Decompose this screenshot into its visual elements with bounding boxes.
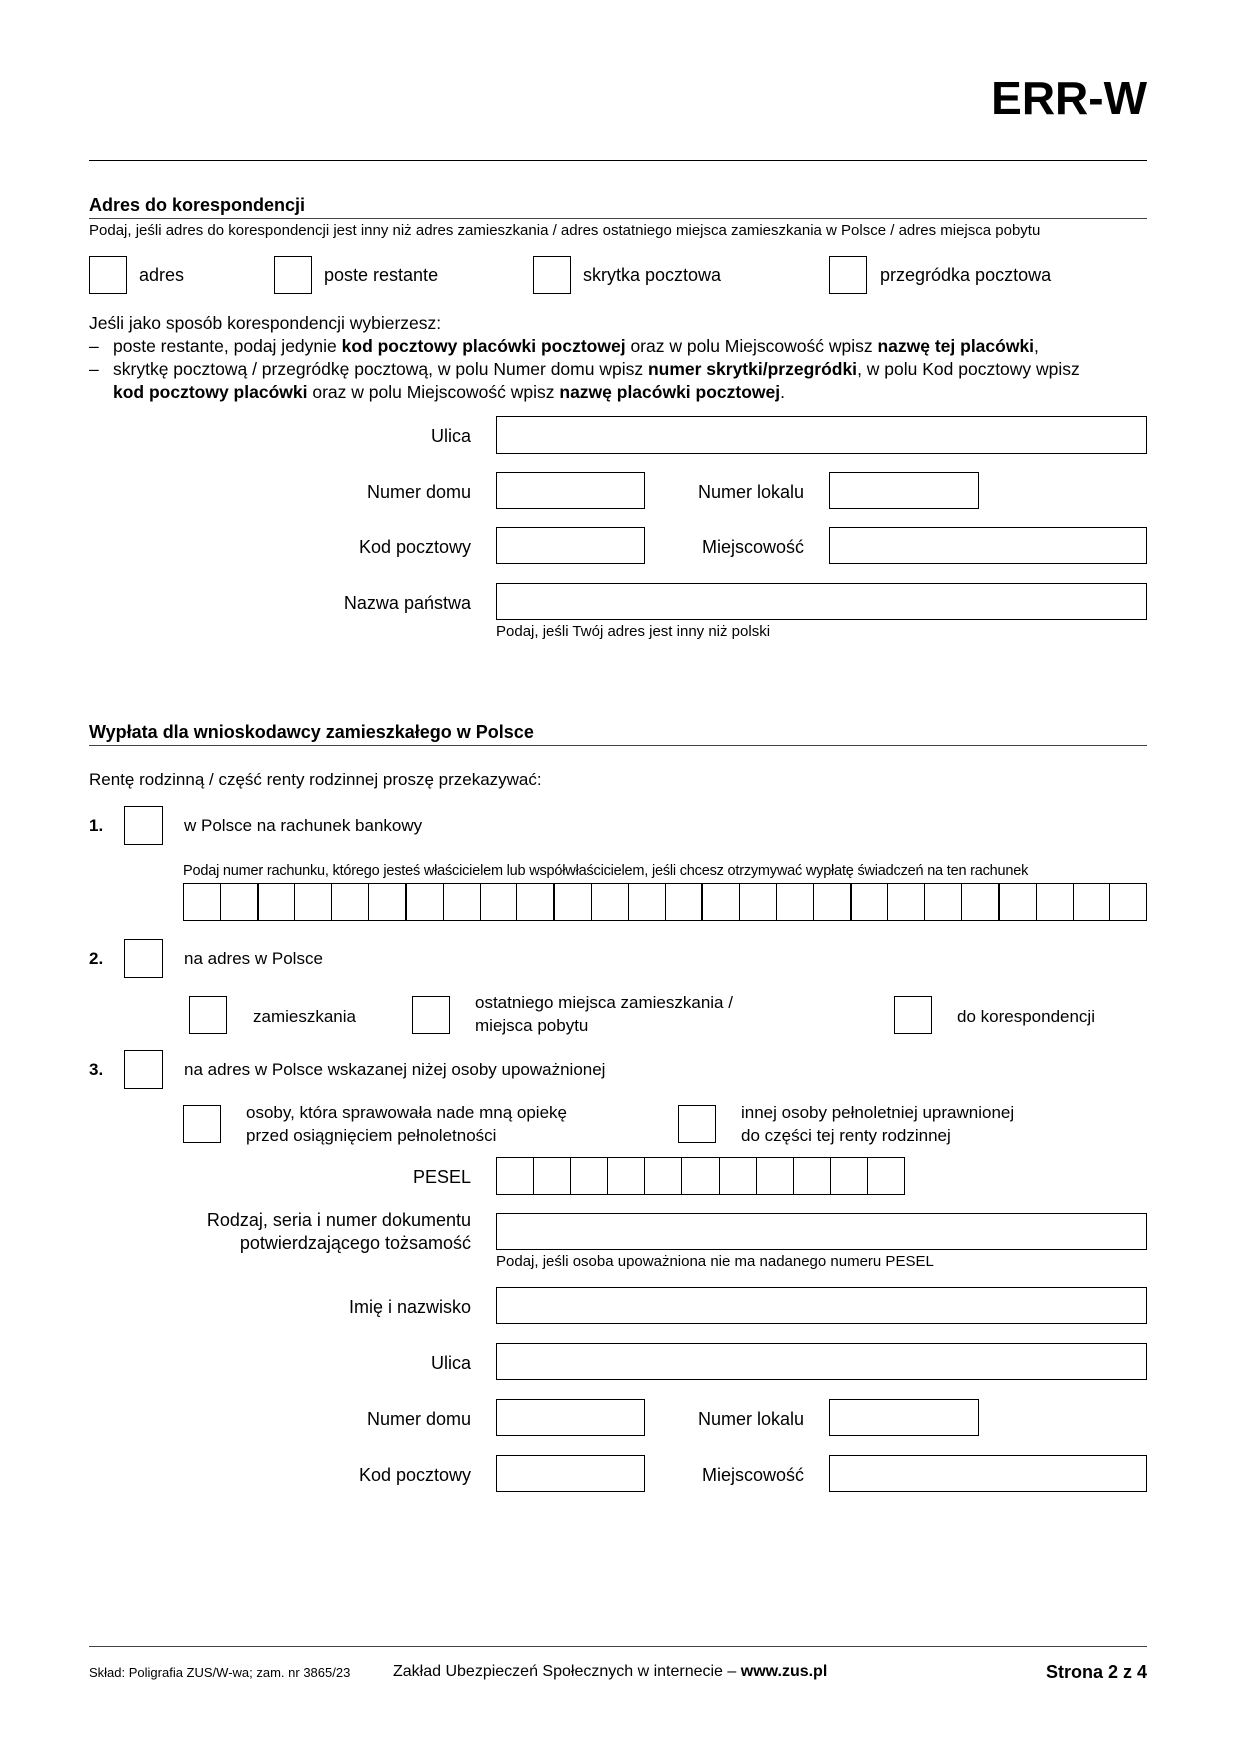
label-postal-code-2: Kod pocztowy [358, 1465, 471, 1485]
footer-internet: Zakład Ubezpieczeń Społecznych w internecie – www.zus.pl [393, 1663, 828, 1680]
footer-page-number: Strona 2 z 4 [1045, 1662, 1147, 1682]
sub-label-last-residence-2: miejsca pobytu [475, 1016, 589, 1035]
checkbox-address-in-poland[interactable] [124, 939, 163, 978]
checkbox-bank-account[interactable] [124, 806, 163, 845]
dash-1: – [89, 336, 99, 356]
label-street: Ulica [430, 426, 471, 446]
city-input[interactable] [829, 527, 1147, 564]
sub-label-guardian-2: przed osiągnięciem pełnoletności [246, 1126, 497, 1145]
option-number-2: 2. [89, 949, 104, 968]
section-title-payment: Wypłata dla wnioskodawcy zamieszkałego w Polsce [89, 722, 534, 742]
label-city: Miejscowość [701, 537, 804, 557]
payment-intro: Rentę rodzinną / część renty rodzinnej proszę przekazywać: [89, 770, 542, 789]
street-input[interactable] [496, 416, 1147, 454]
sub-label-other-adult-1: innej osoby pełnoletniej uprawnionej [741, 1103, 1015, 1122]
sub-label-residence: zamieszkania [253, 1007, 356, 1026]
pesel-input[interactable] [496, 1157, 905, 1195]
label-document-1: Rodzaj, seria i numer dokumentu [206, 1210, 471, 1230]
country-hint: Podaj, jeśli Twój adres jest inny niż polski [496, 623, 771, 640]
label-postal-code: Kod pocztowy [358, 537, 471, 557]
section-title-correspondence: Adres do korespondencji [89, 195, 306, 215]
sub-label-other-adult-2: do części tej renty rodzinnej [741, 1126, 951, 1145]
label-name: Imię i nazwisko [348, 1297, 471, 1317]
checkbox-authorized-person[interactable] [124, 1050, 163, 1089]
bank-account-number-input[interactable] [183, 883, 1147, 921]
label-pesel: PESEL [412, 1167, 471, 1187]
label-document-2: potwierdzającego tożsamość [239, 1233, 471, 1253]
instructions-line-3: kod pocztowy placówki oraz w polu Miejscowość wpisz nazwę placówki pocztowej. [113, 382, 785, 402]
checkbox-last-residence[interactable] [412, 996, 450, 1034]
option-label-bank-account: w Polsce na rachunek bankowy [184, 816, 423, 835]
footer-url-link[interactable]: www.zus.pl [740, 1663, 828, 1680]
footer-print-info: Skład: Poligrafia ZUS/W-wa; zam. nr 3865/23 [89, 1665, 351, 1680]
checkbox-przegrodka-pocztowa[interactable] [829, 256, 867, 294]
checkbox-residence[interactable] [189, 996, 227, 1034]
house-number-input[interactable] [496, 472, 645, 509]
apartment-number-input-2[interactable] [829, 1399, 979, 1436]
option-number-3: 3. [89, 1060, 104, 1079]
instructions-line-1: poste restante, podaj jedynie kod pocztowy placówki pocztowej oraz w polu Miejscowość wpisz nazwę tej placówki, [113, 336, 1039, 356]
label-house-number: Numer domu [366, 482, 471, 502]
checkbox-guardian[interactable] [183, 1105, 221, 1143]
footer-divider [89, 1646, 1147, 1647]
header-divider [89, 160, 1147, 161]
dash-2: – [89, 359, 99, 379]
label-city-2: Miejscowość [701, 1465, 804, 1485]
label-house-number-2: Numer domu [366, 1409, 471, 1429]
postal-code-input-2[interactable] [496, 1455, 645, 1492]
sub-label-last-residence-1: ostatniego miejsca zamieszkania / [475, 993, 733, 1012]
instructions-line-2: skrytkę pocztową / przegródkę pocztową, w polu Numer domu wpisz numer skrytki/przegródki, w polu Kod pocztowy wpisz [113, 359, 1080, 379]
apartment-number-input[interactable] [829, 472, 979, 509]
option-label-skrytka-pocztowa: skrytka pocztowa [583, 265, 722, 285]
option-label-authorized-person: na adres w Polsce wskazanej niżej osoby upoważnionej [184, 1060, 606, 1079]
option-label-poste-restante: poste restante [324, 265, 439, 285]
checkbox-skrytka-pocztowa[interactable] [533, 256, 571, 294]
label-apartment-number: Numer lokalu [697, 482, 804, 502]
checkbox-other-adult[interactable] [678, 1105, 716, 1143]
option-label-address-in-poland: na adres w Polsce [184, 949, 323, 968]
option-label-przegrodka-pocztowa: przegródka pocztowa [880, 265, 1052, 285]
label-apartment-number-2: Numer lokalu [697, 1409, 804, 1429]
sub-label-guardian-1: osoby, która sprawowała nade mną opiekę [246, 1103, 567, 1122]
house-number-input-2[interactable] [496, 1399, 645, 1436]
checkbox-poste-restante[interactable] [274, 256, 312, 294]
section-divider-payment [89, 745, 1147, 746]
checkbox-correspondence-address[interactable] [894, 996, 932, 1034]
correspondence-subtitle: Podaj, jeśli adres do korespondencji jest inny niż adres zamieszkania / adres ostatniego miejsca zamieszkania w Polsce / adres miejsca pobytu [89, 222, 1041, 239]
option-number-1: 1. [89, 816, 104, 835]
city-input-2[interactable] [829, 1455, 1147, 1492]
postal-code-input[interactable] [496, 527, 645, 564]
label-street-2: Ulica [430, 1353, 471, 1373]
document-input[interactable] [496, 1213, 1147, 1250]
section-divider-correspondence [89, 218, 1147, 219]
name-input[interactable] [496, 1287, 1147, 1324]
form-code: ERR-W [991, 72, 1147, 124]
street-input-2[interactable] [496, 1343, 1147, 1380]
option-label-adres: adres [139, 265, 185, 285]
bank-account-hint: Podaj numer rachunku, którego jesteś właścicielem lub współwłaścicielem, jeśli chcesz otrzymywać wypłatę świadczeń na ten rachunek [183, 863, 1029, 879]
country-input[interactable] [496, 583, 1147, 620]
instructions-intro: Jeśli jako sposób korespondencji wybierzesz: [89, 313, 442, 333]
label-country: Nazwa państwa [343, 593, 471, 613]
sub-label-correspondence-address: do korespondencji [957, 1007, 1095, 1026]
checkbox-adres[interactable] [89, 256, 127, 294]
document-hint: Podaj, jeśli osoba upoważniona nie ma nadanego numeru PESEL [496, 1253, 934, 1270]
